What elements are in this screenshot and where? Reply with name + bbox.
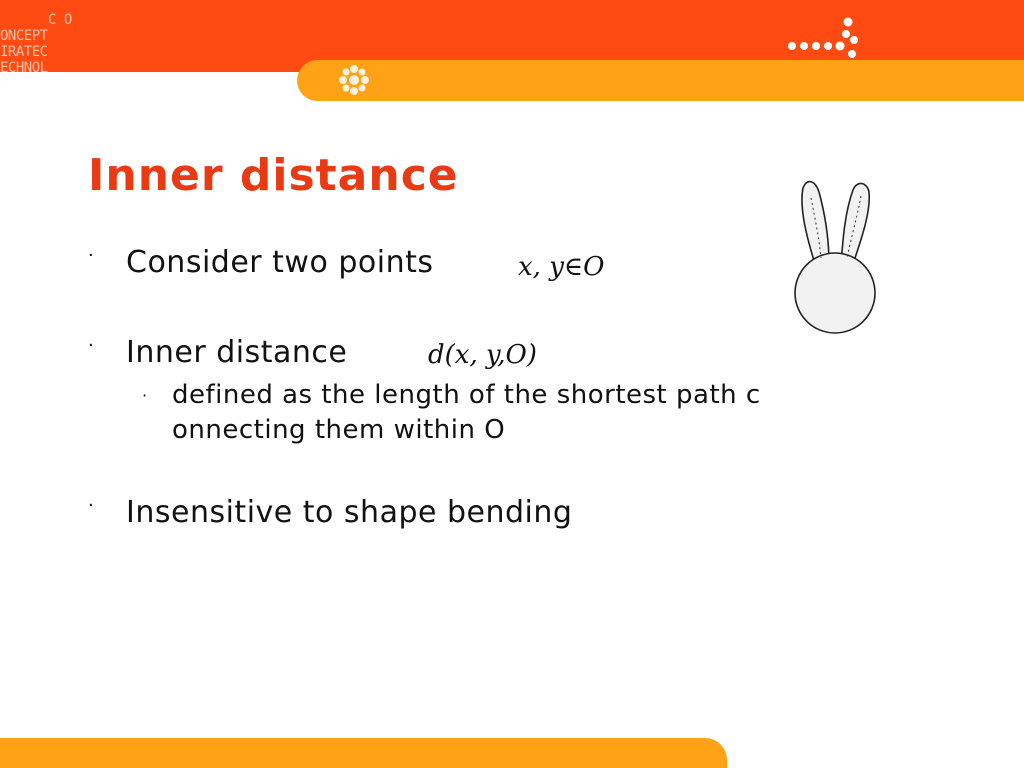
sub-bullet-text-line: defined as the length of the shortest path c <box>172 380 761 410</box>
sub-bullet-text-line: onnecting them within O <box>172 415 506 445</box>
bullet-item <box>88 245 434 280</box>
bullet-dot: · <box>142 386 148 405</box>
logo-line: ECHNOL <box>0 60 48 76</box>
logo-line: ONCEPT <box>0 28 48 44</box>
bullet-item <box>88 495 573 530</box>
bullet-item <box>88 335 348 370</box>
header-accent-pill <box>297 60 1024 101</box>
logo-line: IRATEC <box>0 44 48 60</box>
footer-bar <box>0 738 727 768</box>
logo-watermark <box>0 12 76 84</box>
math-expression: d(x, y,O) <box>428 340 537 370</box>
bullet-text: Consider two points <box>126 245 434 280</box>
bullet-dot: · <box>88 335 95 356</box>
sub-bullet-item <box>142 378 761 448</box>
flower-icon <box>336 62 372 98</box>
bullet-text: Inner distance <box>126 335 348 370</box>
dots-decoration-icon <box>784 14 874 60</box>
math-expression: x, y∈O <box>518 252 605 282</box>
slide-title: Inner distance <box>88 150 459 201</box>
bullet-dot: · <box>88 495 95 516</box>
bullet-dot: · <box>88 245 95 266</box>
bunny-shape-illustration <box>785 178 885 336</box>
logo-line: C O <box>48 12 72 28</box>
bullet-text: Insensitive to shape bending <box>126 495 573 530</box>
